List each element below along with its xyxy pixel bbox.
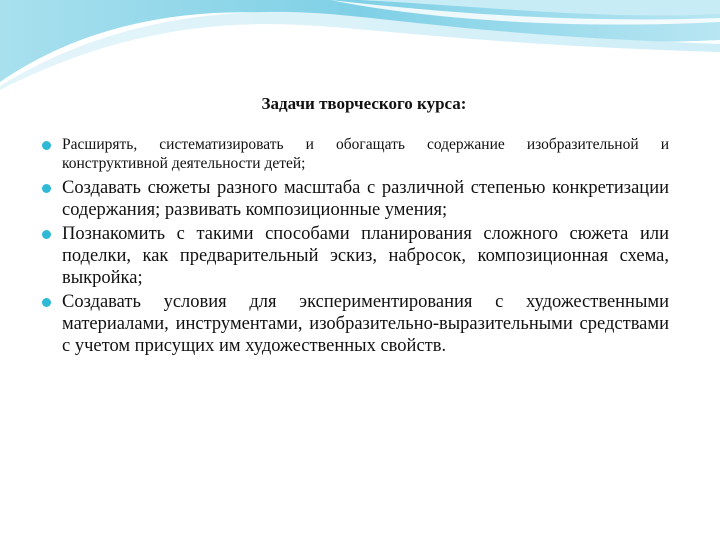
task-list bbox=[62, 135, 669, 359]
bullet-icon bbox=[42, 230, 51, 239]
list-item-text: Познакомить с такими способами планирования сложного сюжета или поделки, как предварительный эскиз, набросок, композиционная схема, выкройка; bbox=[62, 224, 669, 288]
bullet-icon bbox=[42, 298, 51, 307]
list-item-text: Расширять, систематизировать и обогащать содержание изобразительной и конструктивной деятельности детей; bbox=[62, 136, 669, 172]
list-item-text: Создавать условия для экспериментирования с художественными материалами, инструментами, изобразительно-выразительными средствами с учетом присущих им художественных свойств. bbox=[62, 292, 669, 356]
bullet-icon bbox=[42, 141, 51, 150]
decorative-wave bbox=[0, 0, 720, 90]
list-item bbox=[62, 291, 669, 357]
bullet-icon bbox=[42, 184, 51, 193]
slide-title: Задачи творческого курса: bbox=[261, 94, 467, 113]
list-item bbox=[62, 223, 669, 289]
list-item-text: Создавать сюжеты разного масштаба с различной степенью конкретизации содержания; развивать композиционные умения; bbox=[62, 178, 669, 220]
list-item bbox=[62, 177, 669, 221]
list-item bbox=[62, 135, 669, 173]
